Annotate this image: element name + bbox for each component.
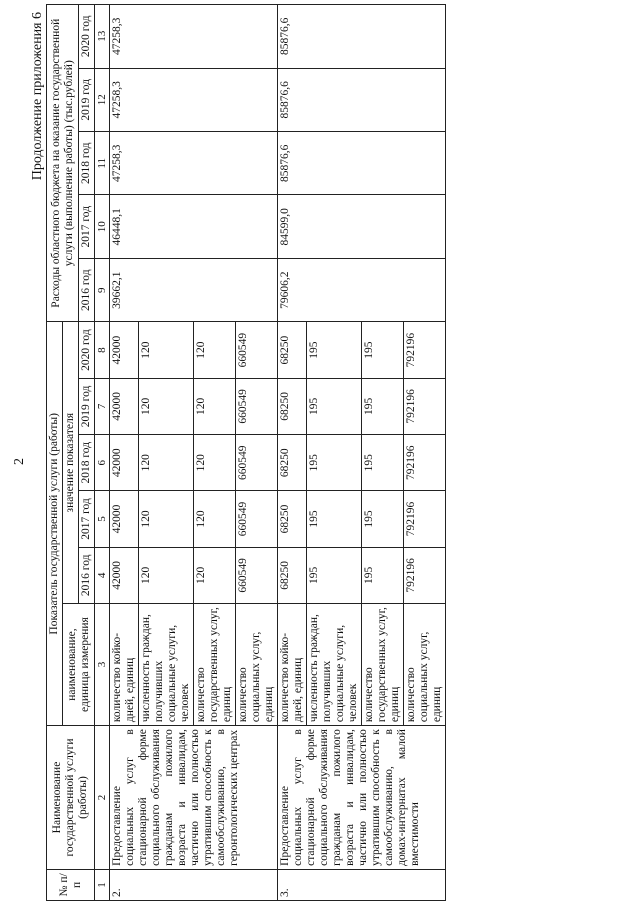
value-2020: 660549: [236, 322, 278, 378]
expense-2017: 46448,1: [110, 195, 278, 258]
table-row: [110, 5, 139, 901]
value-2017: 195: [362, 491, 404, 547]
row-number: 3.: [278, 869, 446, 900]
header-year-2017: 2017 год: [79, 491, 95, 547]
expense-2020: 85876,6: [278, 5, 446, 69]
value-2016: 195: [307, 547, 362, 603]
table-row: [278, 5, 307, 901]
value-2016: 120: [194, 547, 236, 603]
service-name: Предоставление социальных услуг в стационарной форме социального обслуживания гражданам пожилого возраста и инвалидам, частично или полностью утратившим способность к самообслуживанию, в геронтологических центрах: [110, 726, 278, 870]
value-2016: 68250: [278, 547, 307, 603]
value-2016: 660549: [236, 547, 278, 603]
indicator-name: количество койко-дней, единиц: [110, 603, 139, 725]
column-number: 12: [95, 68, 110, 131]
service-name: Предоставление социальных услуг в стационарной форме социального обслуживания гражданам пожилого возраста и инвалидам, частично или полностью утратившим способность к самообслуживанию, в домах-интернатах малой вместимости: [278, 726, 446, 870]
header-year-2020: 2020 год: [79, 322, 95, 378]
expense-2019: 47258,3: [110, 68, 278, 131]
column-number: 9: [95, 258, 110, 321]
column-number: 8: [95, 322, 110, 378]
page-number: 2: [12, 458, 27, 465]
value-2018: 68250: [278, 435, 307, 491]
header-exp-2017: 2017 год: [79, 195, 95, 258]
expense-2018: 85876,6: [278, 132, 446, 195]
header-indicator: Показатель государственной услуги (работы): [47, 322, 63, 726]
value-2017: 660549: [236, 491, 278, 547]
column-number: 13: [95, 5, 110, 69]
value-2020: 195: [362, 322, 404, 378]
expense-2018: 47258,3: [110, 132, 278, 195]
value-2019: 120: [139, 378, 194, 434]
value-2016: 42000: [110, 547, 139, 603]
expense-2020: 47258,3: [110, 5, 278, 69]
header-exp-2016: 2016 год: [79, 258, 95, 321]
column-number: 1: [95, 869, 110, 900]
indicator-name: количество государственных услуг, единиц: [362, 603, 404, 725]
column-number: 2: [95, 726, 110, 870]
value-2019: 68250: [278, 378, 307, 434]
indicator-name: количество государственных услуг, единиц: [194, 603, 236, 725]
column-number: 10: [95, 195, 110, 258]
value-2020: 792196: [404, 322, 446, 378]
value-2020: 42000: [110, 322, 139, 378]
expense-2016: 79606,2: [278, 258, 446, 321]
value-2018: 660549: [236, 435, 278, 491]
header-year-2016: 2016 год: [79, 547, 95, 603]
header-exp-2018: 2018 год: [79, 132, 95, 195]
value-2016: 792196: [404, 547, 446, 603]
indicator-name: количество койко-дней, единиц: [278, 603, 307, 725]
indicator-name: численность граждан, получивших социальные услуги, человек: [307, 603, 362, 725]
indicator-name: количество социальных услуг, единиц: [404, 603, 446, 725]
value-2018: 120: [139, 435, 194, 491]
services-table: [46, 4, 446, 901]
expense-2016: 39662,1: [110, 258, 278, 321]
expense-2019: 85876,6: [278, 68, 446, 131]
continuation-heading: Продолжение приложения 6: [30, 12, 45, 181]
value-2017: 68250: [278, 491, 307, 547]
value-2020: 68250: [278, 322, 307, 378]
header-service-name: Наименование государственной услуги (работы): [47, 726, 95, 870]
value-2019: 195: [362, 378, 404, 434]
header-expenses: Расходы областного бюджета на оказание государственной услуги (выполнение работы) (тыс.рублей): [47, 5, 79, 322]
header-unit: наименование, единица измерения: [63, 603, 95, 725]
column-number: 6: [95, 435, 110, 491]
value-2019: 195: [307, 378, 362, 434]
value-2018: 792196: [404, 435, 446, 491]
value-2018: 120: [194, 435, 236, 491]
header-year-2018: 2018 год: [79, 435, 95, 491]
value-2019: 660549: [236, 378, 278, 434]
value-2019: 120: [194, 378, 236, 434]
header-exp-2020: 2020 год: [79, 5, 95, 69]
indicator-name: количество социальных услуг, единиц: [236, 603, 278, 725]
header-value: значение показателя: [63, 322, 79, 603]
value-2019: 792196: [404, 378, 446, 434]
header-exp-2019: 2019 год: [79, 68, 95, 131]
column-number: 4: [95, 547, 110, 603]
value-2018: 195: [362, 435, 404, 491]
column-number: 3: [95, 603, 110, 725]
header-number: № п/п: [47, 869, 95, 900]
value-2019: 42000: [110, 378, 139, 434]
column-number: 11: [95, 132, 110, 195]
value-2017: 120: [194, 491, 236, 547]
column-number: 5: [95, 491, 110, 547]
row-number: 2.: [110, 869, 278, 900]
expense-2017: 84599,0: [278, 195, 446, 258]
value-2020: 120: [194, 322, 236, 378]
value-2020: 195: [307, 322, 362, 378]
value-2017: 792196: [404, 491, 446, 547]
value-2017: 120: [139, 491, 194, 547]
value-2016: 120: [139, 547, 194, 603]
value-2016: 195: [362, 547, 404, 603]
column-number: 7: [95, 378, 110, 434]
indicator-name: численность граждан, получивших социальные услуги, человек: [139, 603, 194, 725]
value-2018: 195: [307, 435, 362, 491]
value-2020: 120: [139, 322, 194, 378]
value-2018: 42000: [110, 435, 139, 491]
value-2017: 42000: [110, 491, 139, 547]
header-year-2019: 2019 год: [79, 378, 95, 434]
value-2017: 195: [307, 491, 362, 547]
